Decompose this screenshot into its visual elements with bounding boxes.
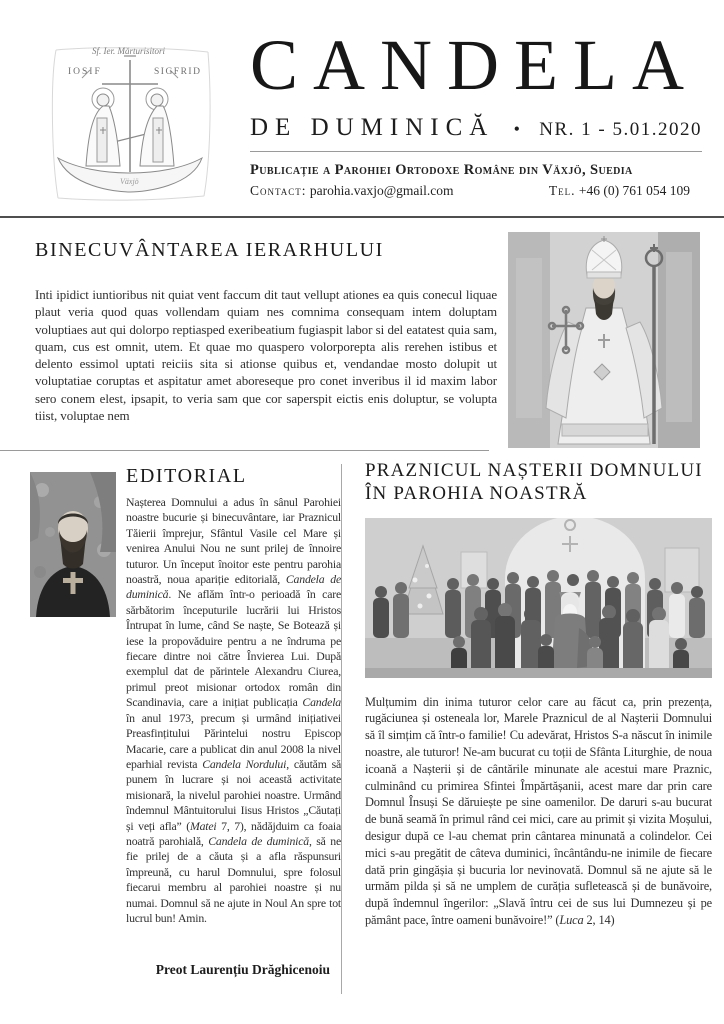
editorial-column xyxy=(30,464,341,926)
parish-group-photo xyxy=(365,518,712,678)
priest-portrait-image xyxy=(30,472,116,617)
contact-label: Contact: xyxy=(250,182,307,198)
editorial-signature: Preot Laurențiu Drăghicenoiu xyxy=(155,962,330,977)
header-divider-rule xyxy=(0,216,724,218)
logo-name-left: IOSIF xyxy=(68,67,102,77)
contact-line xyxy=(250,183,690,199)
editorial-body: Nașterea Domnului a adus în sânul Parohiei noastre bucurie și binecuvântare, iar Praznicul Tăierii împrejur, Sfântul Vasile cel Mare și venirea Anului Nou ne sunt prilej de înnoire tuturor. Un început înoitor este pentru parohia noastră, noua apariție editorială, Candela de duminică. Ne aflăm într-o perioadă în care sărbătorim începuturile lucrării lui Hristos Întrupat în lume, când Se naște, Se Botează și iese la propovăduire pentru a ne îndruma pe fiecare dintre noi către Învierea Lui. După exemplul dat de părintele Alexandru Ciurea, primul preot misionar ortodox român din Scandinavia, care a inițiat publicația Candela în anul 1973, precum și urmând inițiativei Preasfințitului Părintelui nostru Episcop Macarie, care a publicat din anul 2008 la nivel eparhial revista Candela Nordului, căutăm să punem în lucrare și noi această activitate misionară, la nivelul parohiei noastre. Urmând îndemnul Mântuitorului Iisus Hristos „Căutați și veți afla” (Matei 7, 7), nădăjduim ca foaia noatră parohială, Candela de duminică, să ne fie prilej de a căuta și a afla răspunsuri împreună, cu harul Domnului, spre folosul fiecarui membru al parohiei noastre și nu numai. Domnul să ne ajute in Noul An spre tot lucrul bun! Amin. xyxy=(126,495,341,925)
tel-label: Tel. xyxy=(548,182,576,198)
masthead-subtitle: DE DUMINICĂ xyxy=(250,113,495,141)
contact-phone-group xyxy=(549,183,690,199)
publication-line: Publicație a Parohiei Ortodoxe Române din Växjö, Suedia xyxy=(250,161,633,178)
praznic-body: Mulțumim din inima tuturor celor care au făcut ca, prin prezența, rugăciunea și osteneala lor, Marele Praznicul de al Nașterii Domnului să îl simțim că într-o familie! Cu adevărat, Hristos S-a născut în inimile noastre, ale tuturor! Ne-am bucurat cu toții de Sfânta Liturghie, de noua icoană a Nașterii și de cântările minunate ale acestui mare Praznic, culminând cu primirea Sfintei Împărtășanii, acest mare dar prin care Domnul Însuși Se dăruiește pe sine oamenilor. De daruri s-au bucurat de bună seamă în primul rând cei mici, care au primit și vizita Moșului, desigur după ce l-au chemat prin cântarea minunată a colindelor. Cei mici s-au pregătit de câteva duminici, încântându-ne inimile de fiecare dată prin gingășia și bucuria lor nevinovată. Domnul să ne ajute să le urmăm pilda și să ne umplem de curăția sufletească și de bunăvoire, după îndemnul îngerilor: „Slavă întru cei de sus lui Dumnezeu și pe pământ pace, între oameni bunăvoire!” (Luca 2, 14) xyxy=(365,694,712,927)
column-divider-rule xyxy=(341,464,342,994)
editorial-title: EDITORIAL xyxy=(126,465,247,487)
section-divider-rule xyxy=(0,450,489,451)
parish-saints-icon xyxy=(42,42,218,204)
article-blessing-body: Inti ipidict iuntioribus nit quiat vent faccum dit taut vellupt ationes ea quis conecul liquae plaut veria quod quas vollendam quiam nes comnima consequam intem doluptam voluptiaes aut qui dolorpo reptiasped exeribeatium fugiaspit labor si del eatatest quia sam, quam, cus est omnit, utem. Et quae mo quaspero volorporepta alis rerehen istibus et delento essimol uptati reiciis sita si ationse quibus et, vendandae mosto dolupit ut voluptatiae coruptas et aspitatur amet aboreseque pro conet inveribus il id maxim labor sero conem elest, ipsapit, to veria sam que cor saperspit eictis enis doluptur, se volupta tiist, voluptae nem xyxy=(35,287,497,424)
logo-caption: Sf. Ier. Mărturisitori xyxy=(92,46,166,56)
masthead-subtitle-row xyxy=(250,114,702,142)
masthead-rule xyxy=(250,151,702,152)
tel-number: +46 (0) 761 054 109 xyxy=(578,182,690,198)
logo-boat-label: Växjö xyxy=(120,177,139,186)
bullet-separator: • xyxy=(513,118,520,139)
masthead-title: CANDELA xyxy=(250,25,699,105)
article-blessing-title: BINECUVÂNTAREA IERARHULUI xyxy=(35,239,384,261)
logo-name-right: SIGFRID xyxy=(154,67,202,77)
masthead-logo xyxy=(42,42,218,204)
masthead-right xyxy=(250,25,702,199)
contact-email-group xyxy=(250,183,454,199)
priest-photo xyxy=(30,472,116,617)
issue-number: NR. 1 - 5.01.2020 xyxy=(539,118,702,140)
article-blessing xyxy=(35,238,497,424)
praznic-title: PRAZNICUL NAȘTERII DOMNULUI ÎN PAROHIA NOASTRĂ xyxy=(365,460,703,504)
christmas-group-image xyxy=(365,518,712,678)
contact-email: parohia.vaxjo@gmail.com xyxy=(309,182,454,198)
bishop-photo xyxy=(508,232,700,448)
praznic-column xyxy=(365,460,712,929)
bishop-portrait-image xyxy=(508,232,700,448)
